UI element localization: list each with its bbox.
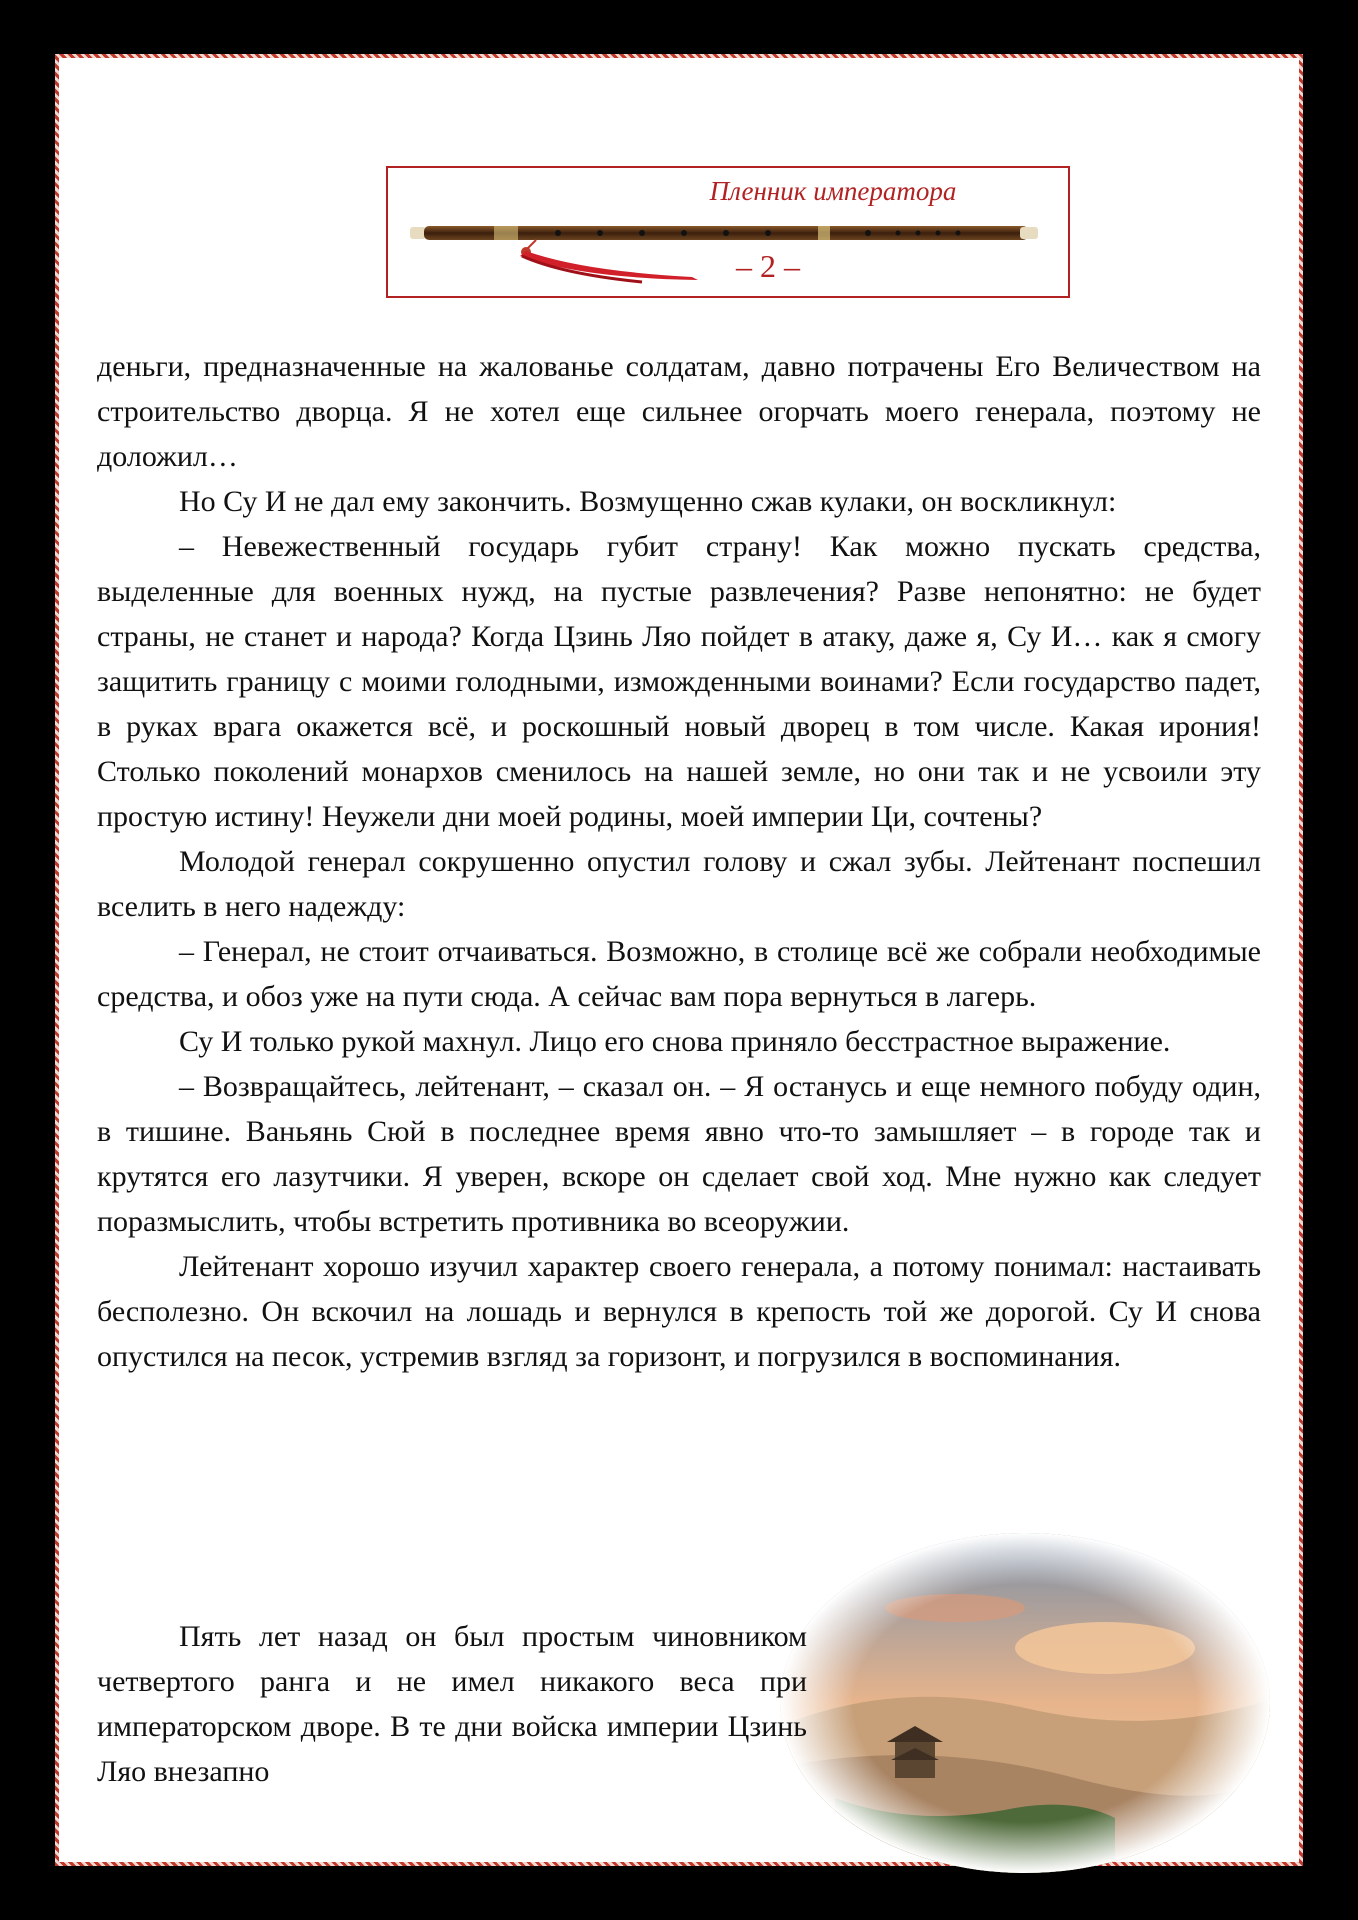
paragraph: Су И только рукой махнул. Лицо его снова приняло бесстрастное выражение. — [179, 1025, 1171, 1058]
paragraph: – Генерал, не стоит отчаиваться. Возможно, в столице всё же собрали необходимые средства, и обоз уже на пути сюда. А сейчас вам пора вернуться в лагерь. — [97, 935, 1261, 1013]
wrapped-text — [97, 1614, 807, 1794]
book-page — [55, 54, 1303, 1866]
paragraph: Пять лет назад он был простым чиновником четвертого ранга и не имел никакого веса при императорском дворе. В те дни войска империи Цзинь Ляо внезапно — [97, 1620, 807, 1788]
paragraph: – Невежественный государь губит страну! Как можно пускать средства, выделенные для военных нужд, на пустые развлечения? Разве непонятно: не будет страны, не станет и народа? Когда Цзинь Ляо пойдет в атаку, даже я, Су И… как я смогу защитить границу с моими голодными, изможденными воинами? Если государство падет, в руках врага окажется всё, и роскошный новый дворец в том числе. Какая ирония! Столько поколений монархов сменилось на нашей земле, но они так и не усвоили эту простую истину! Неужели дни моей родины, моей империи Ци, сочтены? — [97, 530, 1261, 833]
paragraph: – Возвращайтесь, лейтенант, – сказал он. – Я останусь и еще немного побуду один, в тишине. Ваньянь Сюй в последнее время явно что-то замышляет – в городе так и крутятся его лазутчики. Я уверен, вскоре он сделает свой ход. Мне нужно как следует поразмыслить, чтобы встретить противника во всеоружии. — [97, 1070, 1261, 1238]
desert-image — [775, 1528, 1275, 1878]
book-title: Пленник императора — [709, 176, 957, 206]
desert-illustration — [775, 1528, 1275, 1878]
paragraph: Молодой генерал сокрушенно опустил голову и сжал зубы. Лейтенант поспешил вселить в него надежду: — [97, 845, 1261, 923]
page-number: – 2 – — [736, 248, 800, 284]
paragraph: Лейтенант хорошо изучил характер своего генерала, а потому понимал: настаивать бесполезно. Он вскочил на лошадь и вернулся в крепость той же дорогой. Су И снова опустился на песок, устремив взгляд за горизонт, и погрузился в воспоминания. — [97, 1250, 1261, 1373]
body-text — [97, 344, 1261, 1379]
paragraph: Но Су И не дал ему закончить. Возмущенно сжав кулаки, он воскликнул: — [179, 485, 1117, 518]
running-header — [386, 166, 1070, 298]
paragraph: деньги, предназначенные на жалованье солдатам, давно потрачены Его Величеством на строительство дворца. Я не хотел еще сильнее огорчать моего генерала, поэтому не доложил… — [97, 350, 1261, 473]
